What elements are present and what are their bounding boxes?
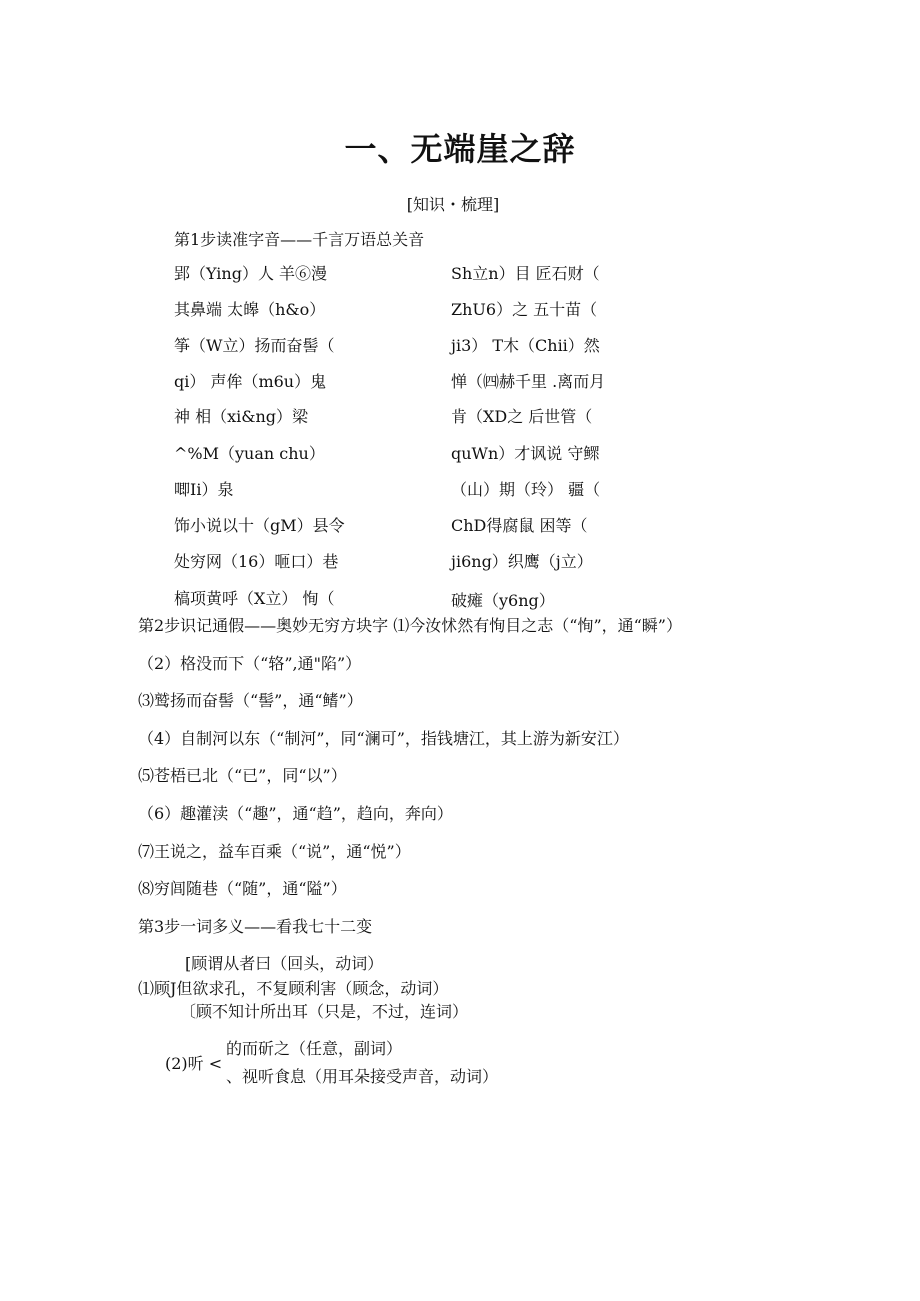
pronunciation-item: 槁项黄呼（X立） 恂（ [174, 589, 335, 608]
step2-heading: 第2步识记通假——奥妙无穷方块字 ⑴今汝怵然有恂目之志（“恂”，通“瞬”） [138, 616, 682, 635]
pronunciation-item: ji3） T木（Chii）然 [451, 336, 600, 355]
step2-item: ⑸苍梧已北（“已”，同“以”） [138, 766, 347, 785]
step2-item: ⑻穷闾随巷（“随”，通“隘”） [138, 879, 347, 898]
pronunciation-item: 破瘫（y6ng） [451, 591, 555, 610]
step2-item: ⑶鹫扬而奋髻（“髻”，通“鳍”） [138, 691, 363, 710]
pronunciation-item: 惮（㈣赫千里 .离而月 [451, 372, 606, 391]
step2-item: （2）格没而下（“辂”,通"陷”） [138, 654, 362, 673]
polysemy-sense: 〔顾不知计所出耳（只是，不过，连词） [180, 1002, 469, 1021]
polysemy-label: (2)听 < [165, 1054, 223, 1073]
pronunciation-item: 处穷网（16）咂口）巷 [174, 552, 339, 571]
step2-item: （4）自制河以东（“制河”，同“澜可”，指钱塘江，其上游为新安江） [138, 729, 629, 748]
pronunciation-item: ZhU6）之 五十苗（ [451, 300, 598, 319]
pronunciation-item: 其鼻端 太皞（h&o） [174, 300, 326, 319]
pronunciation-item: quWn）才讽说 守鳏 [451, 444, 600, 463]
pronunciation-item: 郢（Ying）人 羊⑥漫 [174, 264, 328, 283]
step3-heading: 第3步一词多义——看我七十二变 [138, 917, 373, 936]
step2-item: ⑺王说之，益车百乘（“说”，通“悦”） [138, 842, 411, 861]
pronunciation-item: Sh立n）目 匠石财（ [451, 264, 600, 283]
step2-item: （6）趣灌渎（“趣”，通“趋”，趋向，奔向） [138, 804, 453, 823]
pronunciation-item: 饰小说以十（gM）县令 [174, 516, 345, 535]
pronunciation-item: ChD得腐鼠 困等（ [451, 516, 588, 535]
pronunciation-item: 肯（XD之 后世管（ [451, 407, 593, 426]
pronunciation-item: ^%M（yuan chu） [174, 444, 325, 463]
pronunciation-item: qi） 声侔（m6u）鬼 [174, 372, 327, 391]
polysemy-sense: ⑴顾J但欲求孔，不复顾利害（顾念，动词） [138, 979, 449, 998]
pronunciation-item: 神 相（xi&ng）梁 [174, 407, 309, 426]
polysemy-sense: [顾谓从者曰（回头，动词） [185, 954, 384, 973]
section-header: [知识・梳理] [406, 195, 500, 214]
pronunciation-item: （山）期（玲） 疆（ [451, 480, 601, 499]
polysemy-sense: 的而斫之（任意，副词） [226, 1039, 403, 1058]
step1-heading: 第1步读准字音——千言万语总关音 [174, 230, 425, 249]
pronunciation-item: 唧Ii）泉 [174, 480, 234, 499]
page-title: 一、无端崖之辞 [344, 130, 576, 168]
pronunciation-item: ji6ng）织鹰（j立） [451, 552, 593, 571]
polysemy-sense: 、视听食息（用耳朵接受声音，动词） [226, 1067, 499, 1086]
pronunciation-item: 筝（W立）扬而奋髻（ [174, 336, 335, 355]
